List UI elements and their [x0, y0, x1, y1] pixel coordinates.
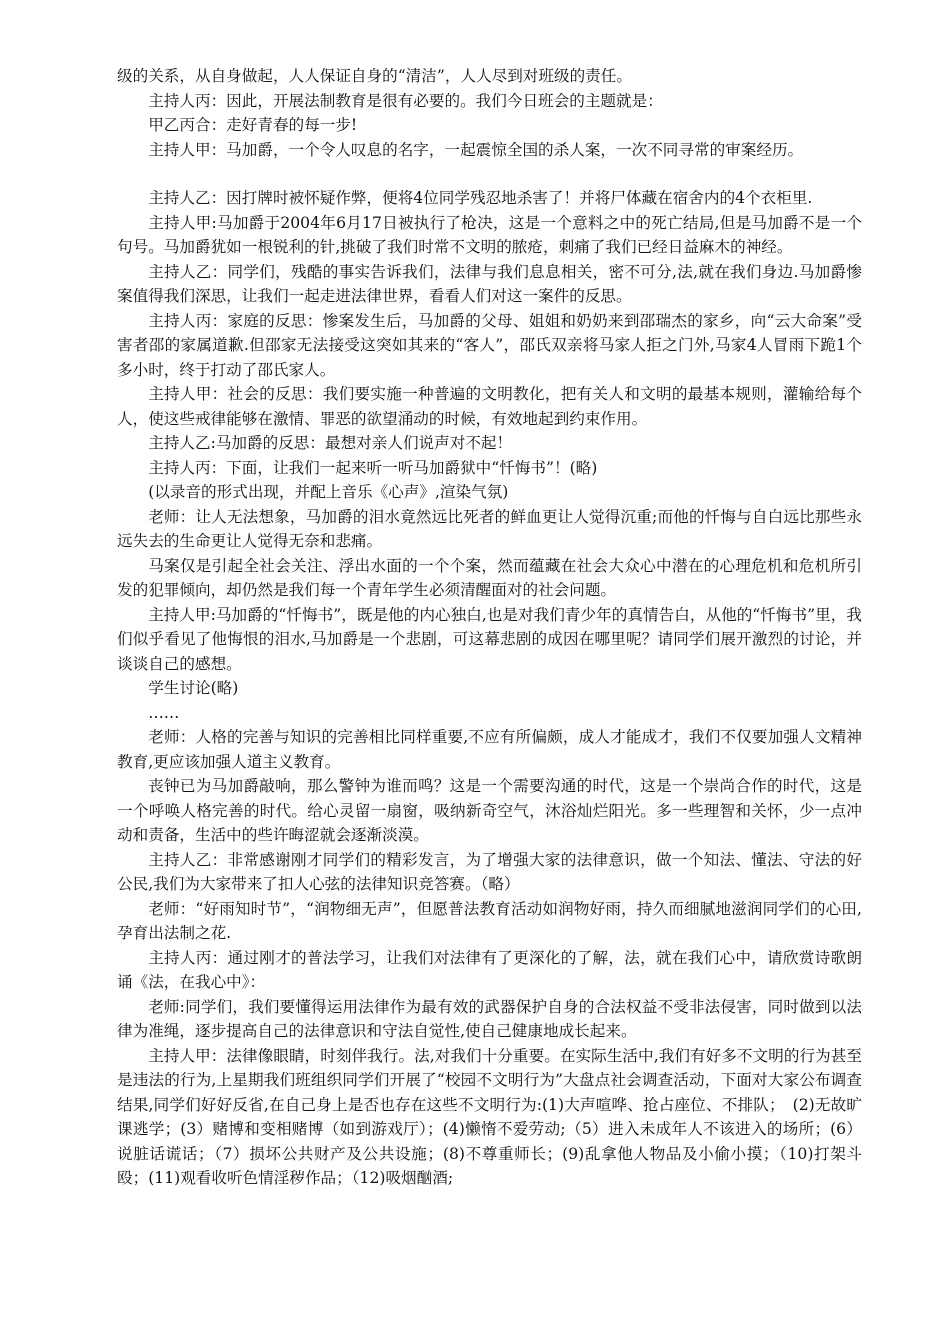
paragraph-teacher-rain: 老师：“好雨知时节”，“润物细无声”，但愿普法教育活动如润物好雨，持久而细腻地滋润同学们的心田,孕育出法制之花.	[117, 899, 862, 942]
paragraph-host-c-family: 主持人丙：家庭的反思：惨案发生后，马加爵的父母、姐姐和奶奶来到邵瑞杰的家乡，向“云大命案”受害者邵的家属道歉.但邵家无法接受这突如其来的“客人”，邵氏双亲将马家人拒之门外,马家4人冒雨下跪1个多小时，终于打动了邵氏家人。	[117, 311, 862, 379]
paragraph-teacher-rights: 老师:同学们，我们要懂得运用法律作为最有效的武器保护自身的合法权益不受非法侵害，同时做到以法律为准绳，逐步提高自己的法律意识和守法自觉性,使自己健康地成长起来。	[117, 997, 862, 1040]
paragraph-teacher-comment: 老师：让人无法想象，马加爵的泪水竟然远比死者的鲜血更让人觉得沉重;而他的忏悔与自白远比那些永远失去的生命更让人觉得无奈和悲痛。	[117, 507, 862, 550]
paragraph-host-b-reflection: 主持人乙:马加爵的反思：最想对亲人们说声对不起！	[148, 434, 513, 452]
paragraph-recording-note: (以录音的形式出现，并配上音乐《心声》,渲染气氛)	[148, 483, 509, 501]
paragraph-host-a-society: 主持人甲：社会的反思：我们要实施一种普遍的文明教化，把有关人和文明的最基本规则，灌输给每个人，使这些戒律能够在激情、罪恶的欲望涌动的时候，有效地起到约束作用。	[117, 385, 862, 428]
paragraph-case-analysis: 马案仅是引起全社会关注、浮出水面的一个个案，然而蕴藏在社会大众心中潜在的心理危机和危机所引发的犯罪倾向，却仍然是我们每一个青年学生必须清醒面对的社会问题。	[117, 556, 862, 599]
paragraph-host-c-theme: 主持人丙：因此，开展法制教育是很有必要的。我们今日班会的主题就是：	[148, 91, 663, 110]
paragraph-host-a-intro: 主持人甲：马加爵，一个令人叹息的名字，一起震惊全国的杀人案，一次不同寻常的审案经历。	[148, 140, 804, 159]
paragraph-host-b-case: 主持人乙：因打牌时被怀疑作弊，便将4位同学残忍地杀害了！并将尸体藏在宿舍内的4个衣柜里.	[148, 189, 813, 207]
paragraph-host-a-survey: 主持人甲：法律像眼睛，时刻伴我行。法,对我们十分重要。在实际生活中,我们有好多不文明的行为甚至是违法的行为,上星期我们班组织同学们开展了“校园不文明行为”大盘点社会调查活动，下面对大家公布调查结果,同学们好好反省,在自己身上是否也存在这些不文明行为:(1)大声喧哗、抢占座位、不排队； (2)无故旷课逃学；(3）赌博和变相赌博（如到游戏厅）；(4)懒惰不爱劳动;（5）进入未成年人不该进入的场所；(6）说脏话谎话；（7）损坏公共财产及公共设施；(8)不尊重师长；(9)乱拿他人物品及小偷小摸；（10)打架斗殴；(11)观看收听色情淫秽作品；（12)吸烟酗酒;	[117, 1046, 862, 1187]
paragraph-host-a-execution: 主持人甲:马加爵于2004年6月17日被执行了枪决，这是一个意料之中的死亡结局,但是马加爵不是一个句号。马加爵犹如一根锐利的针,挑破了我们时常不文明的脓疮，刺痛了我们已经日益麻木的神经。	[117, 213, 862, 256]
paragraph-student-discussion: 学生讨论(略)	[148, 679, 239, 697]
document-page	[117, 64, 862, 1191]
paragraph-host-c-poem: 主持人丙：通过刚才的普法学习，让我们对法律有了更深化的了解，法，就在我们心中，请欣赏诗歌朗诵《法，在我心中》：	[117, 948, 862, 991]
paragraph-teacher-personality: 老师：人格的完善与知识的完善相比同样重要,不应有所偏颇，成人才能成才，我们不仅要加强人文精神教育,更应该加强人道主义教育。	[117, 728, 862, 771]
paragraph-host-b-law: 主持人乙：同学们，残酷的事实告诉我们，法律与我们息息相关，密不可分,法,就在我们身边.马加爵惨案值得我们深思，让我们一起走进法律世界，看看人们对这一案件的反思。	[117, 262, 862, 305]
paragraph-host-c-confession: 主持人丙：下面，让我们一起来听一听马加爵狱中“忏悔书”！(略)	[148, 458, 598, 477]
paragraph-host-a-discussion: 主持人甲:马加爵的“忏悔书”，既是他的内心独白,也是对我们青少年的真情告白，从他的“忏悔书”里，我们似乎看见了他悔恨的泪水,马加爵是一个悲剧，可这幕悲剧的成因在哪里呢？请同学们展开激烈的讨论，并谈谈自己的感想。	[117, 605, 862, 673]
paragraph-ellipsis: ……	[148, 703, 180, 722]
paragraph-bell: 丧钟已为马加爵敲响，那么警钟为谁而鸣？这是一个需要沟通的时代，这是一个崇尚合作的时代，这是一个呼唤人格完善的时代。给心灵留一扇窗，吸纳新奇空气，沐浴灿烂阳光。多一些理智和关怀，少一点冲动和责备，生活中的些许晦涩就会逐渐淡漠。	[117, 777, 862, 844]
paragraph-continuation: 级的关系，从自身做起，人人保证自身的“清洁”，人人尽到对班级的责任。	[117, 67, 632, 85]
paragraph-together: 甲乙丙合：走好青春的每一步!	[148, 116, 358, 134]
paragraph-host-b-quiz: 主持人乙：非常感谢刚才同学们的精彩发言，为了增强大家的法律意识，做一个知法、懂法、守法的好公民,我们为大家带来了扣人心弦的法律知识竞答赛。（略）	[117, 850, 862, 893]
